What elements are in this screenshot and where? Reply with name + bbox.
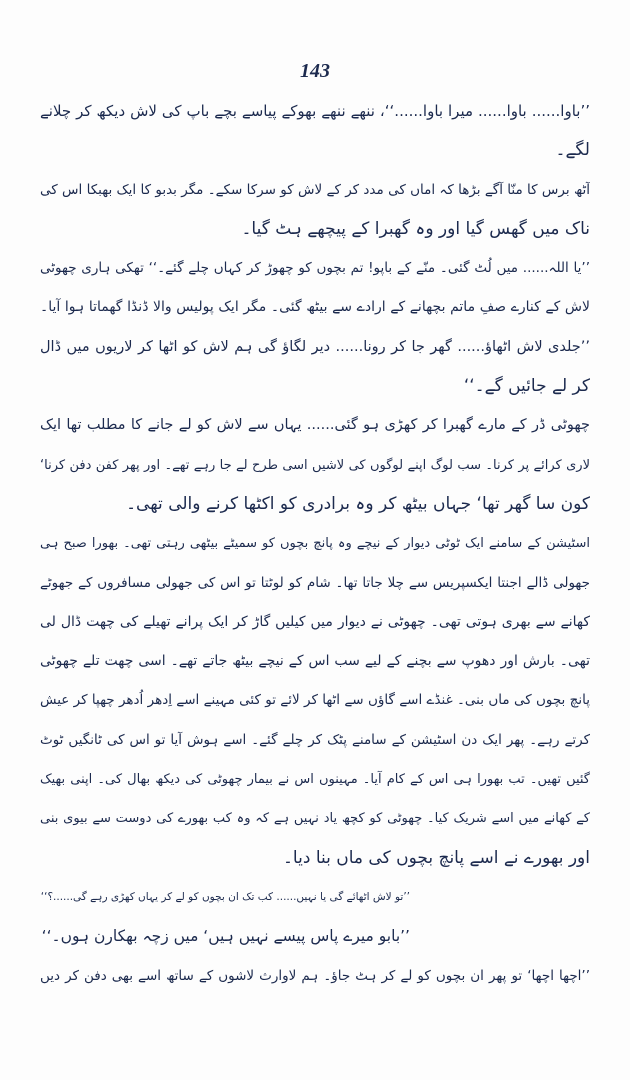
text-line: پانچ بچوں کی ماں بنی۔ غنڈے اسے گاؤں سے اٹھا کر لائے تو کئی مہینے اسے اِدھر اُدھر چھپا کر عیش: [40, 692, 590, 709]
text-line: کرتے رہے۔ پھر ایک دن اسٹیشن کے سامنے پٹک کر چلے گئے۔ اسے ہوش آیا تو اس کی ٹانگیں ٹوٹ: [40, 731, 590, 748]
text-line: کھانے سے بھری ہوتی تھی۔ چھوٹی نے دیوار میں کیلیں گاڑ کر ایک پرانے تھیلے کی چھت ڈال لی: [40, 613, 590, 630]
text-line: ’’جلدی لاش اٹھاؤ...... گھر جا کر رونا...... دیر لگاؤ گی ہم لاش کو اٹھا کر لاریوں میں ڈال: [40, 338, 590, 355]
text-line: آٹھ برس کا منّا آگے بڑھا کہ اماں کی مدد کر کے لاش کو سرکا سکے۔ مگر بدبو کا ایک بھبکا اس کی: [40, 181, 590, 198]
text-line: چھوٹی ڈر کے مارے گھبرا کر کھڑی ہو گئی...... یہاں سے لاش کو لے جانے کا مطلب تھا ایک: [40, 417, 590, 434]
page-number: 143: [300, 60, 330, 82]
text-line: لاش کے کنارے صفِ ماتم بچھانے کے ارادے سے بیٹھ گئی۔ مگر ایک پولیس والا ڈنڈا گھماتا ہوا آیا۔: [40, 299, 590, 316]
text-line: لگے۔: [555, 140, 590, 161]
text-line: کر لے جائیں گے۔‘‘: [463, 376, 590, 397]
text-line: اور بھورے نے اسے پانچ بچوں کی ماں بنا دیا۔: [282, 847, 590, 868]
text-line: کے کھانے میں اسے شریک کیا۔ چھوٹی کو کچھ یاد نہیں ہے کہ وہ کب بھورے کی دوست سے بیوی بنی: [40, 811, 590, 827]
text-line: لاری کرائے پر کرنا۔ سب لوگ اپنے لوگوں کی لاشیں اسی طرح لے جا رہے تھے۔ اور پھر کفن دفن کرنا‘: [40, 457, 590, 473]
text-line: جھولی ڈالے اجنتا ایکسپریس سے چلا جاتا تھا۔ شام کو لوٹتا تو اس کی جھولی مسافروں کے جھوٹے: [40, 574, 590, 591]
text-line: اسٹیشن کے سامنے ایک ٹوٹی دیوار کے نیچے وہ پانچ بچوں کو سمیٹے بیٹھی رہتی تھی۔ بھورا صبح ہی: [40, 536, 590, 552]
text-line: ’’بابو میرے پاس پیسے نہیں ہیں‘ میں زچہ بھکارن ہوں۔‘‘: [41, 927, 410, 946]
text-line: ’’یا اللہ...... میں لُٹ گئی۔ منّے کے باپو! تم بچوں کو چھوڑ کر کہاں چلے گئے۔‘‘ تھکی ہاری چھوٹی: [40, 260, 590, 277]
urdu-text-block: [40, 92, 590, 996]
text-line: کون سا گھر تھا‘ جہاں بیٹھ کر وہ برادری کو اکٹھا کرنے والی تھی۔: [126, 493, 590, 514]
text-line: تھی۔ بارش اور دھوپ سے بچنے کے لیے سب اس کے نیچے بیٹھ جاتے تھے۔ اسی چھت تلے چھوٹی: [40, 653, 590, 670]
text-line: ’’تو لاش اٹھائے گی یا نہیں...... کب تک ان بچوں کو لے کر یہاں کھڑی رہے گی......؟‘‘: [40, 890, 410, 903]
text-line: ’’باوا...... باوا...... میرا باوا......‘‘، ننھے ننھے بھوکے پیاسے بچے باپ کی لاش دیکھ کر چلانے: [40, 102, 590, 120]
text-line: گئیں تھیں۔ تب بھورا ہی اس کے کام آیا۔ مہینوں اس نے بیمار چھوٹی کی دیکھ بھال کی۔ اپنی بھیک: [40, 772, 590, 788]
text-line: ’’اچھا اچھا‘ تو پھر ان بچوں کو لے کر ہٹ جاؤ۔ ہم لاوارث لاشوں کے ساتھ اسے بھی دفن کر دیں: [40, 967, 590, 984]
text-line: ناک میں گھس گیا اور وہ گھبرا کے پیچھے ہٹ گیا۔: [241, 218, 590, 239]
